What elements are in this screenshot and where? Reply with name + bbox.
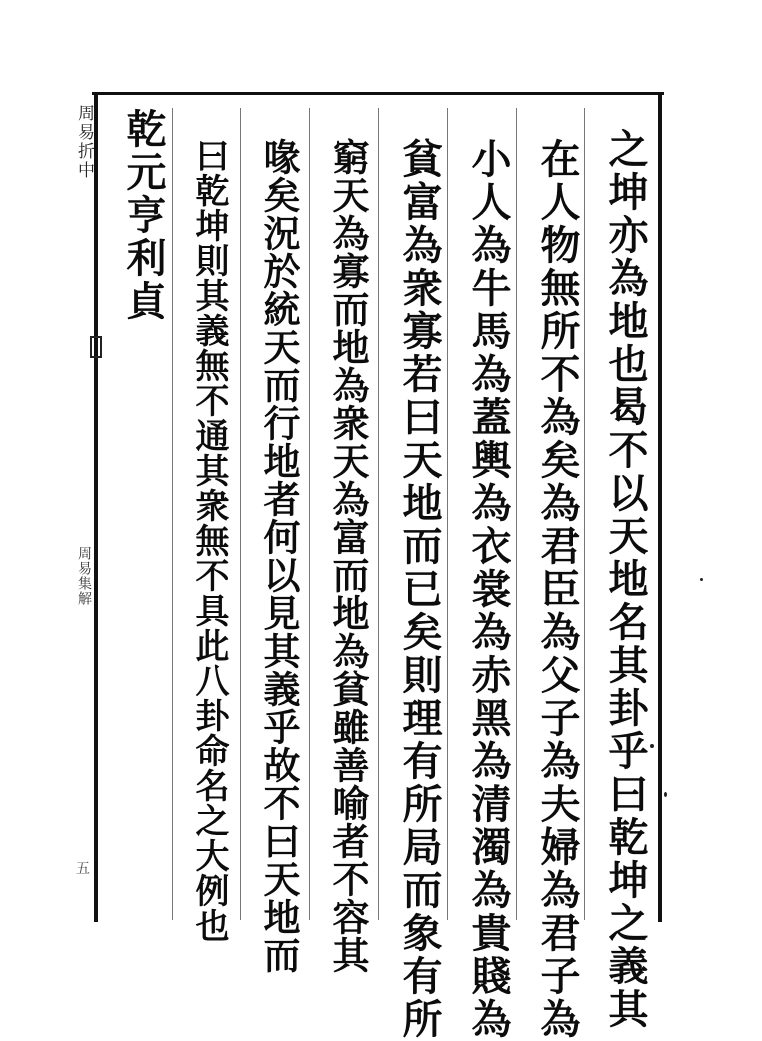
text-column-6: 喙矣況於統天而行地者何以見其義乎故不曰天地而 xyxy=(257,138,301,974)
margin-book-title: 周易集解 xyxy=(76,546,92,606)
column-rule xyxy=(172,108,173,920)
text-column-5: 窮天為寡而地為衆天為富而地為貧雖善喻者不容其 xyxy=(326,138,370,974)
text-column-7: 曰乾坤則其義無不通其衆無不具此八卦命名之大例也 xyxy=(189,138,229,943)
text-column-2: 在人物無所不為矣為君臣為父子為夫婦為君子為 xyxy=(534,138,581,1041)
scan-speck xyxy=(700,578,703,581)
column-rule xyxy=(516,108,517,920)
column-rule xyxy=(240,108,241,920)
text-column-8: 乾元亨利貞 xyxy=(120,108,167,323)
column-rule xyxy=(584,108,585,920)
frame-right-rule xyxy=(658,92,662,922)
column-rule xyxy=(309,108,310,920)
column-rule xyxy=(378,108,379,920)
margin-title: 周易折中 xyxy=(74,104,94,180)
scan-speck xyxy=(650,744,654,748)
leaf-number: 五 xyxy=(76,861,90,877)
block-margin xyxy=(68,98,98,918)
frame-top-rule xyxy=(92,92,664,95)
text-column-3: 小人為牛馬為蓋輿為衣裳為赤黑為清濁為貴賤為 xyxy=(465,138,512,1041)
column-rule xyxy=(447,108,448,920)
scan-speck xyxy=(664,792,667,797)
fish-tail-mark xyxy=(90,336,102,358)
text-column-1: 之坤亦為地也曷不以天地名其卦乎曰乾坤之義其 xyxy=(602,128,649,1031)
text-column-4: 貧富為衆寡若曰天地而已矣則理有所局而象有所 xyxy=(396,138,443,1041)
